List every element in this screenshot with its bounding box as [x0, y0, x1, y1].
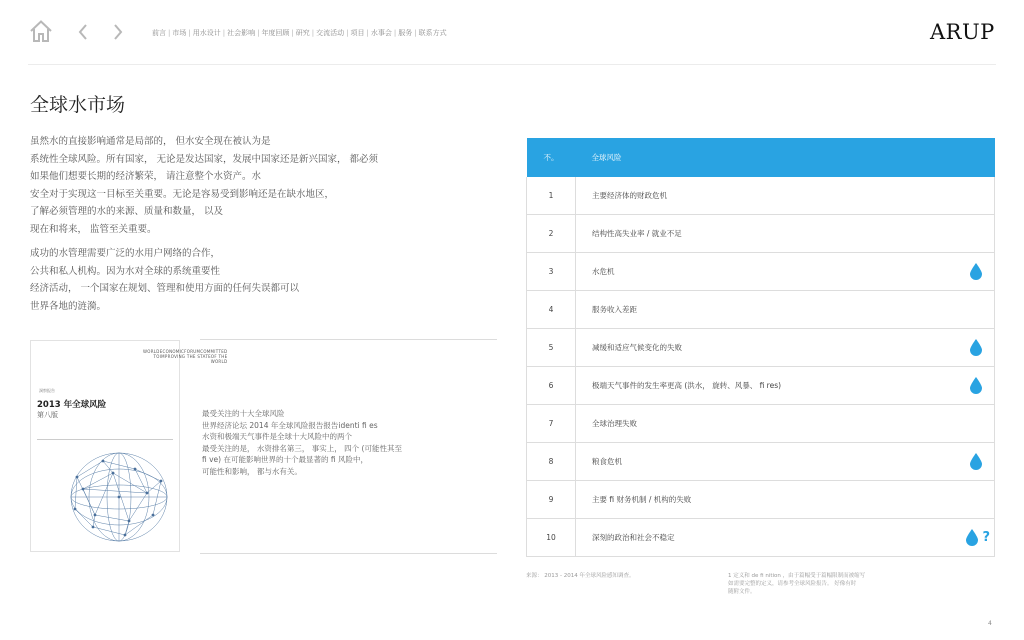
definition-footnote — [728, 572, 865, 596]
question-mark-icon: ? — [982, 530, 990, 545]
home-icon[interactable] — [28, 18, 54, 44]
row-number: 9 — [527, 481, 576, 519]
row-number: 2 — [527, 215, 576, 253]
table-row — [527, 329, 995, 367]
nav-link[interactable]: 联系方式 — [418, 29, 447, 37]
nav-separator: | — [257, 29, 260, 37]
water-drop-icon — [966, 529, 978, 546]
global-risks-table — [526, 138, 995, 557]
row-number: 10 — [527, 519, 576, 557]
row-risk-cell — [576, 367, 995, 405]
table-row — [527, 519, 995, 557]
risk-label: 粮食危机 — [592, 457, 622, 466]
table-row — [527, 253, 995, 291]
row-risk-cell — [576, 291, 995, 329]
risk-label: 极端天气事件的发生率更高 (洪水， 旋转、风暴、 fi res) — [592, 381, 782, 390]
header-number: 不。 — [527, 138, 576, 177]
paragraph-line: 如果他们想要长期的经济繁荣， 请注意整个水资产。水 — [30, 171, 262, 182]
row-number: 6 — [527, 367, 576, 405]
caption-line: 世界经济论坛 2014 年全球风险报告报告identi fi es — [202, 420, 378, 430]
cover-divider — [37, 439, 173, 440]
risk-label: 服务收入差距 — [592, 305, 637, 314]
row-risk-cell — [576, 329, 995, 367]
nav-separator: | — [168, 29, 171, 37]
wef-logo-line: IMPROVING THE STATE — [159, 354, 211, 359]
risk-label: 水危机 — [592, 267, 615, 276]
caption-top-rule — [200, 339, 497, 340]
nav-separator: | — [366, 29, 369, 37]
top-navigation-bar — [0, 0, 1024, 64]
collaboration-paragraph — [30, 245, 460, 315]
row-risk-cell — [576, 405, 995, 443]
water-drop-icon — [970, 377, 982, 394]
row-number: 4 — [527, 291, 576, 329]
table-row — [527, 367, 995, 405]
chevron-left-icon[interactable] — [75, 22, 91, 42]
paragraph-line: 公共和私人机构。因为水对全球的系统重要性 — [30, 265, 221, 277]
cover-subtitle: 第八版 — [37, 411, 58, 419]
wef-logo-line: ECONOMIC — [159, 349, 185, 354]
footnote-line: 随附文件。 — [728, 589, 756, 595]
table-row — [527, 405, 995, 443]
nav-link[interactable]: 前言 — [152, 29, 166, 37]
paragraph-line: 安全对于实现这一目标至关重要。无论是容易受到影响还是在缺水地区， — [30, 188, 335, 200]
arup-logo[interactable]: ARUP — [930, 20, 995, 44]
table-row — [527, 481, 995, 519]
table-row — [527, 291, 995, 329]
wef-logo-line: OF THE WORLD — [210, 354, 228, 364]
nav-link[interactable]: 社会影响 — [227, 29, 256, 37]
table-row — [527, 177, 995, 215]
caption-line: 水资和极端天气事件是全球十大风险中的两个 — [202, 432, 352, 441]
nav-link[interactable]: 交流活动 — [316, 29, 345, 37]
paragraph-line: 现在和将来， 监管至关重要。 — [30, 223, 157, 235]
table-row — [527, 443, 995, 481]
header-divider — [28, 64, 996, 65]
water-drop-icon — [970, 339, 982, 356]
paragraph-line: 世界各地的涟漪。 — [30, 300, 107, 312]
paragraph-line: 虽然水的直接影响通常是局部的， 但水安全现在被认为是 — [30, 136, 271, 147]
risk-label: 深刻的政治和社会不稳定 — [592, 533, 675, 542]
section-nav-links — [152, 28, 447, 38]
paragraph-line: 系统性全球风险。所有国家， 无论是发达国家，发展中国家还是新兴国家， 都必须 — [30, 153, 379, 165]
risk-label: 减缓和适应气候变化的失败 — [592, 343, 682, 352]
paragraph-line: 了解必须管理的水的来源、质量和数量， 以及 — [30, 206, 224, 217]
page-title: 全球水市场 — [30, 94, 126, 116]
nav-link[interactable]: 研究 — [295, 29, 310, 37]
caption-line: 最受关注的十大全球风险 — [202, 409, 285, 418]
wef-logo-line: COMMITTED TO — [153, 349, 228, 359]
row-number: 1 — [527, 177, 576, 215]
header-risk: 全球风险 — [576, 138, 995, 177]
caption-line: 可能性和影响， 都与水有关。 — [202, 466, 302, 476]
row-risk-cell — [576, 177, 995, 215]
report-caption — [202, 408, 402, 477]
row-number: 8 — [527, 443, 576, 481]
nav-link[interactable]: 用水设计 — [192, 29, 221, 37]
nav-separator: | — [222, 29, 226, 37]
risk-label: 主要 fi 财务机制 / 机构的失败 — [592, 495, 692, 504]
footnote-line: 如需要完整的定义，请参考全球风险报告。 好像有时 — [728, 581, 857, 587]
row-number: 5 — [527, 329, 576, 367]
chevron-right-icon[interactable] — [110, 22, 126, 42]
intro-paragraph — [30, 133, 460, 238]
row-risk-cell — [576, 519, 995, 557]
wef-logo-line: WORLD — [143, 349, 160, 354]
nav-separator: | — [414, 29, 417, 37]
caption-bottom-rule — [200, 553, 497, 554]
nav-link[interactable]: 年度回顾 — [261, 29, 290, 37]
report-cover-image — [30, 340, 228, 552]
paragraph-line: 成功的水管理需要广泛的水用户网络的合作， — [30, 248, 221, 259]
nav-separator: | — [188, 29, 191, 37]
risk-label: 结构性高失业率 / 就业不足 — [592, 229, 682, 238]
row-number: 3 — [527, 253, 576, 291]
risk-label: 主要经济体的财政危机 — [592, 191, 667, 200]
table-row — [527, 215, 995, 253]
water-drop-icon — [970, 453, 982, 470]
nav-link[interactable]: 市场 — [172, 29, 187, 37]
cover-small-text: 洞察报告 — [39, 388, 55, 393]
nav-separator: | — [291, 29, 294, 37]
nav-separator: | — [346, 29, 349, 37]
row-risk-cell — [576, 215, 995, 253]
caption-line: 最受关注的是， 水资排名第三， 事实上， 四个 (可能性其至 — [202, 443, 402, 453]
row-risk-cell — [576, 481, 995, 519]
wef-logo-line: FORUM — [184, 349, 201, 354]
nav-link[interactable]: 服务 — [398, 29, 413, 37]
row-risk-cell — [576, 443, 995, 481]
row-number: 7 — [527, 405, 576, 443]
wef-logo — [143, 349, 227, 364]
page-number: 4 — [988, 620, 992, 627]
footnote-line: 1 定义和 de fi nition ，由于篇幅受于篇幅限制而被缩写 — [728, 573, 866, 579]
nav-link[interactable]: 水事会 — [370, 29, 392, 37]
table-header-row — [527, 138, 995, 177]
globe-network-graphic — [63, 449, 175, 545]
nav-separator: | — [393, 29, 397, 37]
risk-label: 全球治理失败 — [592, 419, 637, 428]
nav-link[interactable]: 项目 — [350, 29, 365, 37]
row-risk-cell — [576, 253, 995, 291]
source-footnote: 来源： 2013 - 2014 年全球风险感知调查。 — [526, 573, 635, 579]
nav-separator: | — [311, 29, 315, 37]
paragraph-line: 经济活动， 一个国家在规划、管理和使用方面的任何失误都可以 — [30, 283, 300, 294]
caption-line: fi ve) 在可能影响世界的十个最显著的 fi 风险中， — [202, 455, 368, 464]
cover-title: 2013 年全球风险 — [37, 400, 107, 410]
water-drop-icon — [970, 263, 982, 280]
